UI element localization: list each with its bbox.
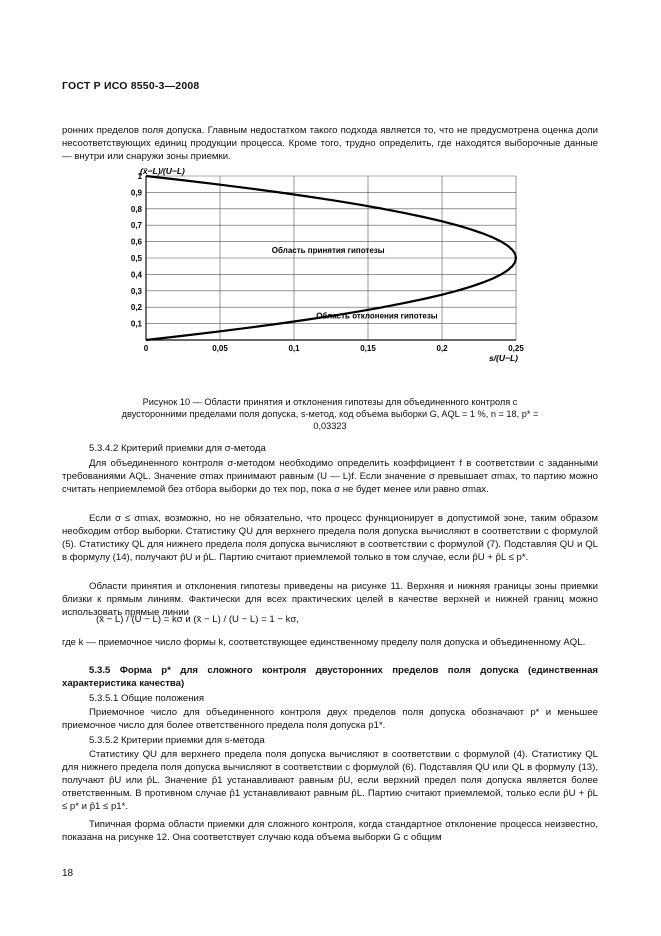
- page-number: 18: [62, 868, 74, 879]
- y-tick-label: 0,3: [130, 286, 142, 296]
- section-5342-paragraph-1: Для объединенного контроля σ-методом необходимо определить коэффициент f в соответствии с заданными требованиями AQL. Значение σmax принимают равным (U — L)f. Если значение σ превышает σmax, то партию можно считать неприемлемой без отбора выборки до тех пор, пока σ не будет менее или равно σmax.: [62, 458, 598, 495]
- x-tick-label: 0: [143, 344, 149, 353]
- y-tick-label: 0,4: [130, 270, 142, 280]
- acceptance-region-label: Область принятия гипотезы: [271, 245, 385, 255]
- y-axis-label: (x̄−L)/(U−L): [140, 166, 185, 176]
- x-tick-label: 0,25: [508, 344, 524, 353]
- y-tick-label: 0,8: [130, 204, 142, 214]
- section-5351-title: 5.3.5.1 Общие положения: [89, 693, 205, 704]
- section-5342-paragraph-3: Области принятия и отклонения гипотезы приведены на рисунке 11. Верхняя и нижняя границы зоны приемки близки к прямым линиям. Фактически для всех практических целей в качестве верхней и нижней границ можно использовать прямые линии: [62, 581, 598, 618]
- section-5351-paragraph: Приемочное число для объединенного контроля двух пределов поля допуска обозначают p* и меньшее приемочное число для более ответственного предела поля допуска p1*.: [62, 707, 598, 731]
- x-tick-label: 0,2: [436, 344, 448, 353]
- section-535-title: 5.3.5 Форма p* для сложного контроля двусторонних пределов поля допуска (единственная характеристика качества): [62, 665, 598, 689]
- x-tick-label: 0,05: [212, 344, 228, 353]
- x-axis-label: s/(U−L): [488, 353, 518, 363]
- acceptance-formula: (x̄ − L) / (U − L) = kσ и (x̄ − L) / (U − L) = 1 − kσ,: [96, 614, 300, 625]
- section-5352-paragraph-1: Статистику QU для верхнего предела поля допуска вычисляют в соответствии с формулой (4). Статистику QL для нижнего предела поля допуска вычисляют в соответствии с формулой (6). Подставляя QU или QL в формулу (13), получают p̂U или p̂L. Значение p̂1 устанавливают равным p̂U, если верхний предел поля допуска является более ответственным. В противном случае p̂1 устанавливают равным p̂L. Партию считают приемлемой, только если p̂U + p̂L ≤ p* и p̂1 ≤ p1*.: [62, 749, 598, 812]
- y-tick-label: 0,9: [130, 188, 142, 198]
- figure-10-chart: [108, 164, 538, 389]
- y-tick-label: 0,7: [130, 221, 142, 231]
- section-5342-paragraph-4: где k — приемочное число формы k, соответствующее единственному пределу поля допуска и объединенному AQL.: [62, 637, 586, 648]
- section-5352-title: 5.3.5.2 Критерии приемки для s-метода: [89, 735, 265, 746]
- section-5342-paragraph-2: Если σ ≤ σmax, возможно, но не обязательно, что процесс функционирует в допустимой зоне, таким образом необходим отбор выборки. Статистику QU для верхнего предела поля допуска вычисляют в соответствии с формулой (5). Статистику QL для нижнего предела поля допуска вычисляют в соответствии с формулой (7). Подставляя QU и QL в формулу (14), получают p̂U и p̂L. Партию считают приемлемой только в том случае, если p̂U + p̂L ≤ p*.: [62, 513, 598, 563]
- figure-caption: Рисунок 10 — Области принятия и отклонения гипотезы для объединенного контроля с двусторонними пределами поля допуска, s-метод, код объема выборки G, AQL = 1 %, n = 18, p* = 0,03323: [121, 397, 539, 431]
- y-tick-label: 0,6: [130, 237, 142, 247]
- y-tick-label: 0,5: [130, 254, 142, 263]
- y-tick-label: 0,2: [130, 303, 142, 313]
- intro-paragraph: ронних пределов поля допуска. Главным недостатком такого подхода является то, что не предусмотрена оценка доли несоответствующих единиц продукции процесса. Кроме того, трудно определить, где находятся выборочные данные — внутри или снаружи зоны приемки.: [62, 125, 598, 162]
- section-5352-paragraph-2: Типичная форма области приемки для сложного контроля, когда стандартное отклонение процесса неизвестно, показана на рисунке 12. Она соответствует случаю кода объема выборки G с общим: [62, 819, 598, 843]
- y-tick-label: 1: [137, 172, 142, 181]
- y-tick-label: 0,1: [130, 319, 142, 329]
- rejection-region-label: Область отклонения гипотезы: [316, 311, 438, 321]
- x-tick-label: 0,15: [360, 344, 376, 353]
- x-tick-label: 0,1: [288, 344, 300, 353]
- document-header: ГОСТ Р ИСО 8550-3—2008: [62, 80, 200, 92]
- section-5342-title: 5.3.4.2 Критерий приемки для σ-метода: [89, 443, 266, 454]
